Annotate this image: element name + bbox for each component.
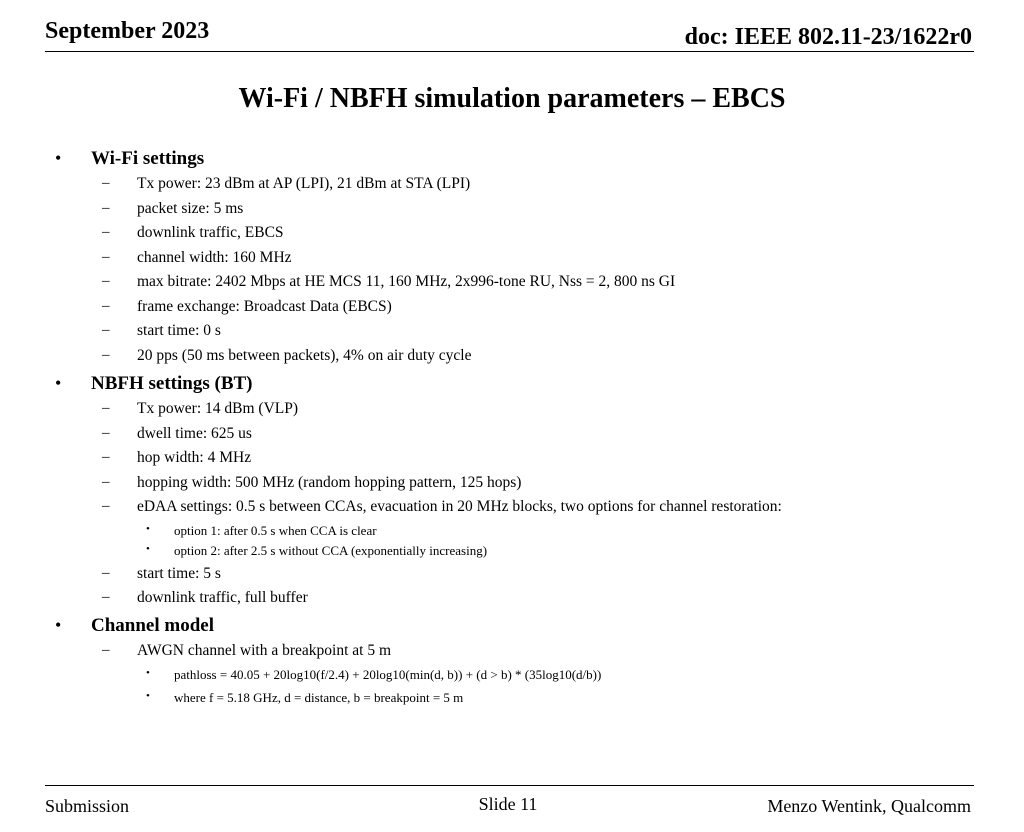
footer-author: Menzo Wentink, Qualcomm — [767, 796, 971, 816]
dash-marker: – — [102, 589, 110, 605]
sub-list-item-text: option 2: after 2.5 s without CCA (exponentially increasing) — [174, 543, 488, 558]
header-divider — [45, 51, 974, 52]
list-item-text: max bitrate: 2402 Mbps at HE MCS 11, 160 MHz, 2x996-tone RU, Nss = 2, 800 ns GI — [137, 273, 676, 290]
sub-list-item-text: option 1: after 0.5 s when CCA is clear — [174, 523, 377, 538]
list-item-text: AWGN channel with a breakpoint at 5 m — [137, 642, 392, 659]
sub-list-item-text: where f = 5.18 GHz, d = distance, b = breakpoint = 5 m — [174, 690, 464, 705]
dash-marker: – — [102, 249, 110, 265]
list-item-text: hop width: 4 MHz — [137, 449, 252, 466]
list-item-text: dwell time: 625 us — [137, 425, 252, 442]
dash-marker: – — [102, 322, 110, 338]
bullet-marker: • — [146, 667, 150, 679]
list-item-text: downlink traffic, EBCS — [137, 224, 284, 241]
dash-marker: – — [102, 224, 110, 240]
sub-list-item-text: pathloss = 40.05 + 20log10(f/2.4) + 20log10(min(d, b)) + (d > b) * (35log10(d/b)) — [174, 667, 602, 682]
dash-marker: – — [102, 200, 110, 216]
list-item-text: start time: 5 s — [137, 565, 221, 582]
dash-marker: – — [102, 565, 110, 581]
dash-marker: – — [102, 474, 110, 490]
header-date: September 2023 — [45, 18, 210, 44]
slide-title: Wi-Fi / NBFH simulation parameters – EBCS — [238, 83, 786, 114]
list-item-text: downlink traffic, full buffer — [137, 589, 308, 606]
list-item-text: start time: 0 s — [137, 322, 221, 339]
list-item-text: hopping width: 500 MHz (random hopping pattern, 125 hops) — [137, 474, 522, 491]
list-item-text: packet size: 5 ms — [137, 200, 244, 217]
bullet-marker: • — [146, 690, 150, 702]
dash-marker: – — [102, 425, 110, 441]
footer-divider — [45, 785, 974, 786]
list-item-text: 20 pps (50 ms between packets), 4% on air duty cycle — [137, 347, 472, 364]
list-item-text: Tx power: 23 dBm at AP (LPI), 21 dBm at STA (LPI) — [137, 175, 471, 192]
bullet-marker: • — [55, 148, 62, 168]
dash-marker: – — [102, 498, 110, 514]
footer-slide-number: Slide 11 — [478, 794, 538, 814]
footer-submission: Submission — [45, 796, 130, 816]
dash-marker: – — [102, 449, 110, 465]
bullet-marker: • — [55, 373, 62, 393]
list-item-text: Tx power: 14 dBm (VLP) — [137, 400, 299, 417]
list-item-text: channel width: 160 MHz — [137, 249, 292, 266]
dash-marker: – — [102, 175, 110, 191]
bullet-marker: • — [55, 615, 62, 635]
section-heading-text: Wi-Fi settings — [91, 148, 205, 169]
dash-marker: – — [102, 642, 110, 658]
dash-marker: – — [102, 298, 110, 314]
header-doc-id: doc: IEEE 802.11-23/1622r0 — [684, 24, 972, 50]
section-heading-text: NBFH settings (BT) — [91, 373, 253, 394]
list-item-text: frame exchange: Broadcast Data (EBCS) — [137, 298, 392, 315]
section-heading-text: Channel model — [91, 615, 214, 636]
dash-marker: – — [102, 347, 110, 363]
dash-marker: – — [102, 400, 110, 416]
bullet-marker: • — [146, 543, 150, 555]
bullet-marker: • — [146, 523, 150, 535]
dash-marker: – — [102, 273, 110, 289]
list-item-text: eDAA settings: 0.5 s between CCAs, evacuation in 20 MHz blocks, two options for channel restoration: — [137, 498, 782, 515]
